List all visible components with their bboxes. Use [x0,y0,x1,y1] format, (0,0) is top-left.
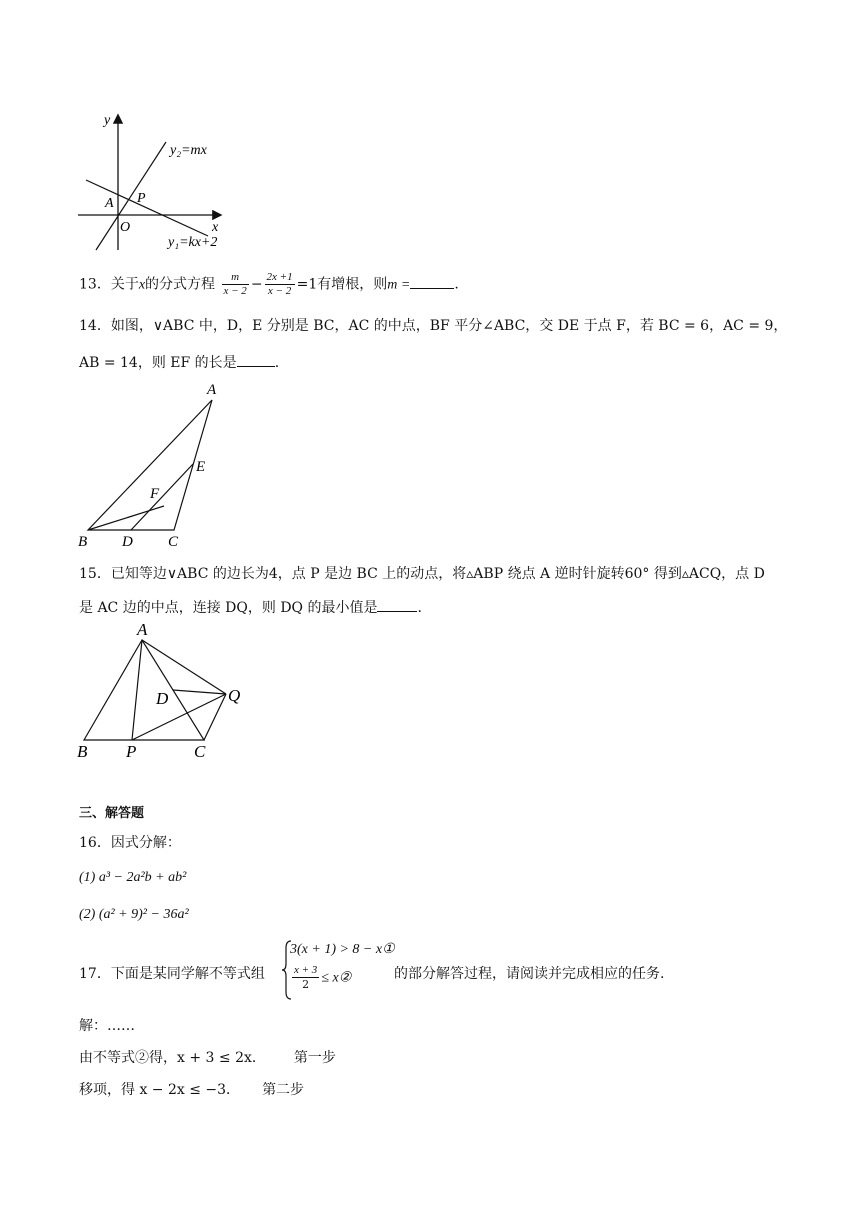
vertex-b-label: B [78,534,88,548]
solution-start: 解：…… [79,1018,135,1034]
question-17-after: 的部分解答过程，请阅读并完成相应的任务. [394,966,665,982]
point-q-label: Q [228,686,241,705]
point-p-label: P [126,742,137,761]
segment-pq [132,694,226,740]
question-14-line2: AB = 14，则 EF 的长是 . [79,352,279,373]
inequality-1: 3(x + 1) > 8 − x① [290,942,395,957]
segment-dq [173,690,226,694]
y1-label: y₁=kx+2 [168,235,218,250]
section-title: 三、解答题 [79,806,145,821]
fraction-2: $\frac{2x +1}{x - 2}$ [266,271,293,297]
vertex-a-label: A [207,382,217,398]
answer-blank-13[interactable] [410,274,454,289]
point-p-label: P [137,191,146,206]
question-13: 13．关于x的分式方程 $\frac{m}{x - 2}$ − $\frac{2x +1}{x - 2}$ =1有增根，则m = . [79,271,459,297]
vertex-c-label: C [168,534,179,548]
point-d-label: D [122,534,133,548]
x-axis-label: x [212,220,219,235]
point-e-label: E [196,459,206,475]
question-16-part1: (1) a³ − 2a²b + ab² [79,870,187,885]
vertex-b-label: B [77,742,88,761]
inequality-2: $\frac{x + 3}{2}$ ≤ x② [294,964,352,991]
segment-aq [142,640,226,694]
origin-label: O [120,220,131,235]
answer-blank-15[interactable] [377,597,417,612]
segment-cq [204,694,226,740]
point-f-label: F [150,486,160,502]
figure-q12-graph [78,110,238,260]
question-15-line2: 是 AC 边的中点，连接 DQ，则 DQ 的最小值是 . [79,597,422,618]
vertex-c-label: C [194,742,206,761]
step-1: 由不等式②得，x + 3 ≤ 2x． 第一步 [79,1050,336,1066]
question-15-line1: 15．已知等边∨ABC 的边长为4，点 P 是边 BC 上的动点，将▵ABP 绕点 A 逆时针旋转60° 得到▵ACQ，点 D [79,566,765,582]
fraction-1: $\frac{m}{x - 2}$ [223,271,247,297]
question-17-intro: 17．下面是某同学解不等式组 [79,966,265,982]
step-2: 移项，得 x − 2x ≤ −3． 第二步 [79,1082,305,1098]
point-d-label: D [156,689,169,708]
y-axis-label: y [104,113,111,128]
figure-q14-triangle [76,378,226,548]
question-14-line1: 14．如图，∨ABC 中，D，E 分别是 BC，AC 的中点，BF 平分∠ABC，交 DE 于点 F，若 BC = 6，AC = 9， [79,318,788,334]
question-16-part2: (2) (a² + 9)² − 36a² [79,907,189,922]
figure-q15-triangle [74,618,254,762]
vertex-a-label: A [137,620,148,639]
point-a-label: A [105,196,114,211]
y2-label: y₂=mx [170,143,207,158]
question-16-title: 16．因式分解： [79,835,181,851]
triangle-abc [84,640,204,740]
answer-blank-14[interactable] [237,352,275,367]
